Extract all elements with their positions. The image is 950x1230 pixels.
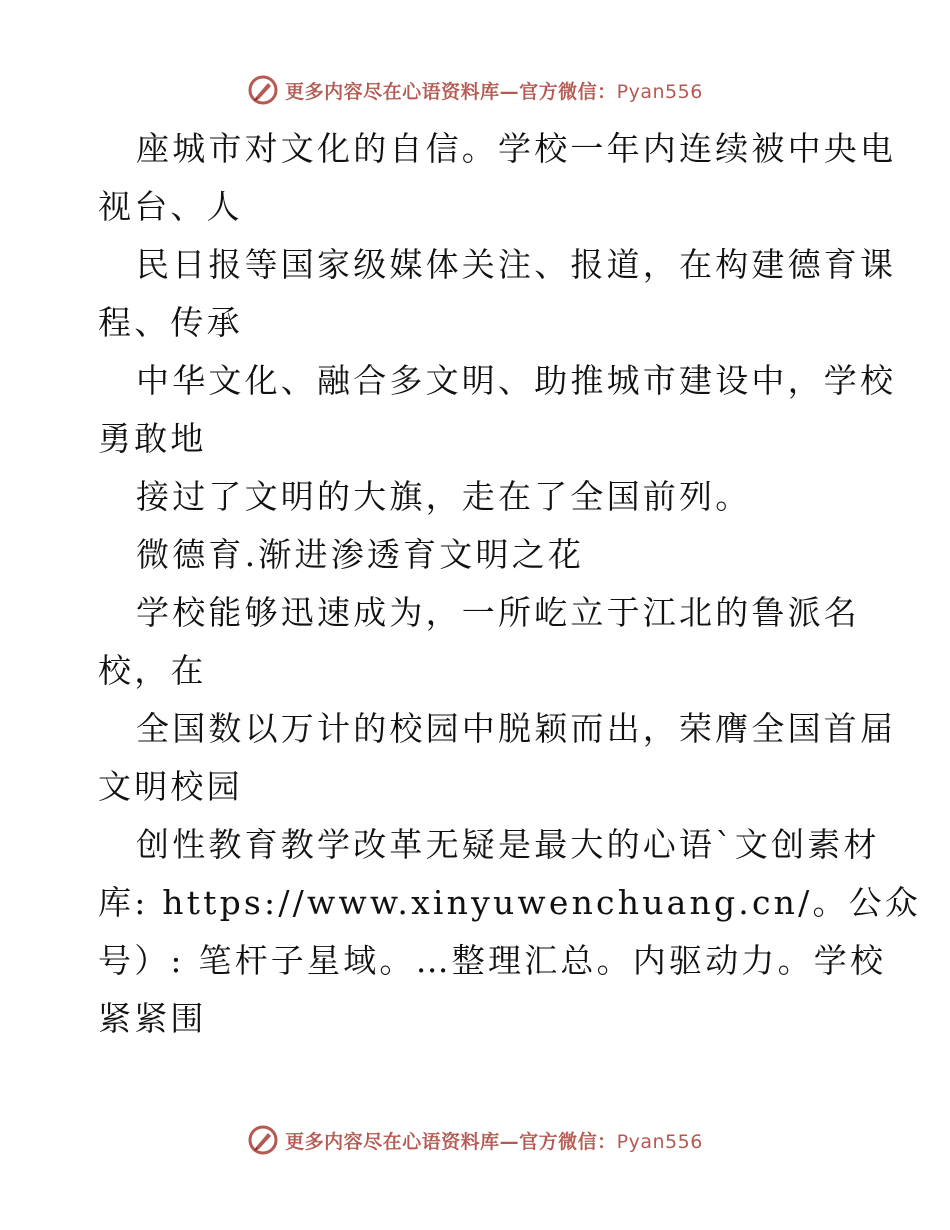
text-line: 库: https://www.xinyuwenchuang.cn/。公众: [98, 883, 922, 922]
header-watermark: [0, 70, 950, 110]
text-line: 学校能够迅速成为，一所屹立于江北的鲁派名: [136, 593, 860, 632]
text-line: 中华文化、融合多文明、助推城市建设中，学校: [136, 361, 897, 400]
text-line: 接过了文明的大旗，走在了全国前列。: [136, 477, 752, 516]
pen-logo-icon: [247, 74, 279, 106]
text-line: 视台、人: [98, 187, 243, 226]
footer-watermark: [0, 1120, 950, 1160]
text-line: 号）: 笔杆子星域。…整理汇总。内驱动力。学校: [98, 941, 887, 980]
text-line: 紧紧围: [98, 999, 207, 1038]
text-line: 全国数以万计的校园中脱颖而出，荣膺全国首届: [136, 709, 897, 748]
text-line: 程、传承: [98, 303, 243, 342]
text-line: 微德育.渐进渗透育文明之花: [136, 535, 585, 574]
text-line: 文明校园: [98, 767, 243, 806]
text-line: 校，在: [98, 651, 207, 690]
text-line: 座城市对文化的自信。学校一年内连续被中央电: [136, 129, 897, 168]
text-line: 民日报等国家级媒体关注、报道，在构建德育课: [136, 245, 897, 284]
text-line: 勇敢地: [98, 419, 207, 458]
watermark-text: 更多内容尽在心语资料库—官方微信：Pyan556: [285, 80, 703, 103]
pen-logo-icon: [247, 1124, 279, 1156]
watermark-text: 更多内容尽在心语资料库—官方微信：Pyan556: [285, 1130, 703, 1153]
text-line: 创性教育教学改革无疑是最大的心语`文创素材: [136, 825, 880, 864]
document-body: [98, 120, 922, 1048]
